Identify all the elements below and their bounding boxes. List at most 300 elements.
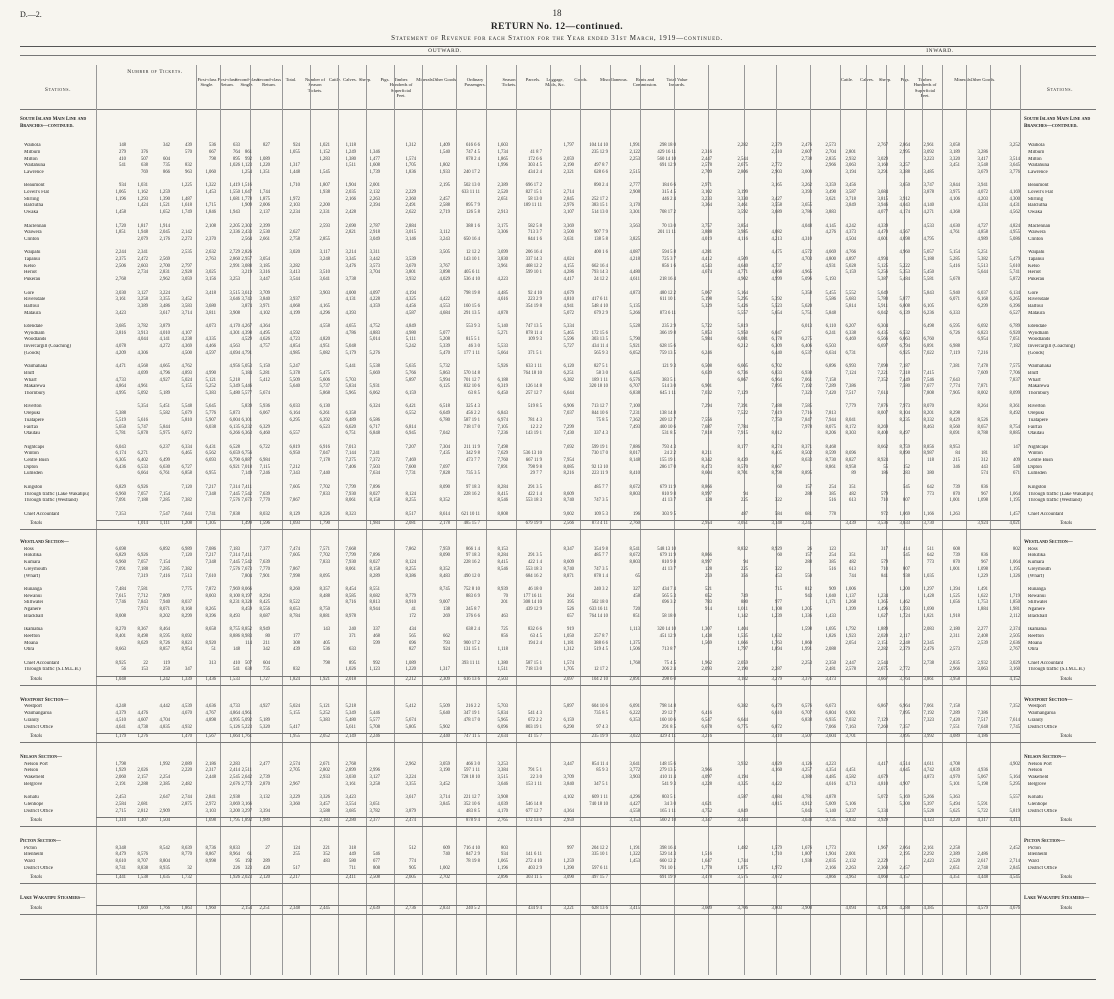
figure-cell: 8,148 [629, 458, 640, 463]
figure-cell: 5,984 [701, 337, 712, 343]
station-name: Kelso [24, 263, 36, 269]
figure-cell: 70 13 0 [661, 223, 676, 229]
figure-cell: 347 19 1 [463, 711, 480, 717]
station-name: Edendale [1028, 324, 1047, 329]
figure-cell: 7,323 [801, 391, 812, 396]
figure-cell: 6,134 [1009, 290, 1020, 296]
figure-cell: 1,002 [439, 865, 450, 871]
figure-cell: 303 13 5 [591, 337, 608, 343]
station-name: Pukerau [1028, 277, 1045, 283]
figure-cell: 4,640 [737, 263, 748, 269]
figure-cell: 536 13 10 [523, 451, 542, 457]
column-rule [1020, 65, 1021, 975]
figure-cell: 2,954 [701, 521, 712, 527]
figure-cell: 298 18 0 [659, 143, 676, 149]
station-name: Through traffic (S.I.M.L.B.) [1028, 667, 1085, 673]
figure-cell: 405 [322, 640, 330, 646]
figure-cell: 2,535 [181, 250, 192, 256]
figure-cell: 223 11 9 [591, 471, 608, 477]
figure-cell: 6,838 [801, 717, 812, 723]
figure-cell: 2,705 [289, 768, 300, 774]
figure-cell: 7,289 [825, 384, 836, 390]
figure-cell: 3,442 [369, 257, 380, 262]
figure-cell: 240 5 2 [465, 905, 480, 911]
figure-cell: 2,234 [289, 210, 300, 216]
figure-cell: 1,283 [319, 156, 330, 162]
figure-cell: 5,281 [259, 370, 270, 376]
figure-cell: 211 [263, 640, 270, 646]
figure-cell: 6,236 [923, 310, 934, 316]
figure-cell: 798 [208, 156, 216, 162]
group-inward: INWARD. [926, 48, 954, 54]
figure-cell: 7,163 [845, 724, 856, 730]
figure-cell: 8,226 [319, 511, 330, 517]
figure-cell: 4,102 [259, 310, 270, 316]
figure-cell: 2,081 [405, 521, 416, 527]
figure-cell: 672 2 2 [527, 717, 542, 723]
station-name: Riverton [24, 404, 42, 410]
figure-cell: 8,002 [977, 391, 988, 396]
figure-cell: 177 16 11 [523, 593, 542, 599]
section-title: Picton Section— [1024, 838, 1065, 844]
figure-cell: 2,870 [259, 781, 270, 787]
figure-cell: 5,252 [205, 384, 216, 390]
figure-cell: 2,277 [977, 627, 988, 633]
figure-cell: 1,652 [159, 210, 170, 216]
figure-cell: 5,965 [497, 717, 508, 723]
figure-cell: 7,876 [877, 404, 888, 410]
figure-cell: 8,255 [405, 498, 416, 504]
figure-cell: 7,828 [439, 471, 450, 477]
figure-cell: 393 11 11 [461, 660, 480, 666]
figure-cell: 4,157 [899, 875, 910, 881]
figure-cell: 58 18 0 [661, 613, 676, 619]
figure-cell: 2,309 [439, 677, 450, 682]
figure-cell: 8,415 [497, 491, 508, 497]
figure-cell: 1,137 [845, 593, 856, 599]
figure-cell: 3,903 [629, 775, 640, 780]
figure-cell: 4,941 [563, 303, 574, 309]
figure-cell: 5,848 [825, 310, 836, 316]
figure-cell: 2,253 [629, 156, 640, 162]
figure-cell: 1,567 [205, 734, 216, 740]
figure-cell: 608 [952, 546, 960, 552]
figure-cell: 5,940 [949, 290, 960, 296]
figure-cell: 1,229 [977, 573, 988, 579]
figure-cell: 752 8 10 [463, 586, 480, 592]
figure-cell: 4,238 [181, 337, 192, 343]
figure-cell: 4,883 [369, 330, 380, 336]
figure-cell: 1,676 [801, 845, 812, 851]
station-name: Fairfax [1028, 424, 1043, 430]
figure-cell: 2,573 [949, 647, 960, 653]
figure-cell: 157 [804, 553, 812, 559]
figure-cell: 323 [244, 865, 252, 871]
station-name: Reefton [24, 633, 40, 639]
section-title: Nelson Section— [1024, 754, 1066, 760]
station-name: Milburn [1028, 149, 1045, 155]
figure-cell: 8,492 [1009, 411, 1020, 417]
figure-cell: 123 [828, 546, 836, 552]
figure-cell: 3,063 [977, 667, 988, 673]
figure-cell: 8,526 [977, 417, 988, 423]
figure-cell: 6,833 [771, 370, 782, 376]
figure-cell: 587 15 1 [525, 660, 542, 666]
figure-cell: 8,299 [181, 613, 192, 619]
figure-cell: 8,595 [159, 633, 170, 639]
figure-cell: 6,731 [845, 350, 856, 356]
station-name: Kohatu [24, 795, 39, 801]
figure-cell: 1,992 [159, 761, 170, 767]
figure-cell: 7,746 [115, 600, 126, 606]
figure-cell: 2,605 [405, 875, 416, 881]
figure-cell: 2,704 [825, 149, 836, 155]
figure-cell: 6,644 [737, 717, 748, 723]
figure-cell: 2,651 [949, 865, 960, 871]
figure-cell: 832 10 6 [463, 384, 480, 390]
figure-cell: 5,092 [241, 717, 252, 723]
figure-cell: 2,734 [137, 270, 148, 276]
figure-cell: 395 [566, 600, 574, 606]
figure-cell: 7,901 [259, 573, 270, 579]
figure-cell: 4,956 [229, 364, 240, 370]
figure-cell: 6,363 [241, 431, 252, 437]
figure-cell: 487 [740, 511, 748, 517]
station-name: Lovell's Flat [24, 190, 49, 195]
station-name: Fairfax [24, 424, 39, 430]
figure-cell: 8,085 [563, 464, 574, 470]
figure-cell: 2,909 [159, 808, 170, 814]
figure-cell: 2,634 [497, 734, 508, 740]
figure-cell: 749 [740, 593, 748, 599]
figure-cell: 7,260 [877, 724, 888, 730]
figure-cell: 8,609 [563, 560, 574, 566]
figure-cell: 3,701 [845, 734, 856, 740]
figure-cell: 312 [980, 458, 988, 463]
figure-cell: 8,798 [771, 471, 782, 477]
figure-cell: 609 1 11 [591, 795, 608, 801]
figure-cell: 1,850 [1009, 600, 1020, 606]
figure-cell: 545 [902, 484, 910, 490]
figure-cell: 8,352 [439, 566, 450, 572]
figure-cell: 327 [632, 586, 640, 592]
figure-cell: 4,878 [497, 310, 508, 316]
figure-cell: 7,930 [345, 491, 356, 497]
figure-cell: 3,849 [845, 203, 856, 209]
figure-cell: 3,245 [801, 521, 812, 527]
figure-cell: 2,195 [899, 852, 910, 858]
figure-cell: 1,317 [289, 163, 300, 169]
figure-cell: 3,447 [259, 277, 270, 283]
figure-cell: 5,557 [737, 310, 748, 316]
figure-cell: 352 10 6 [463, 801, 480, 807]
figure-cell: 8,672 [629, 553, 640, 559]
figure-cell: 3,709 [259, 290, 270, 296]
figure-cell: 27 [265, 845, 270, 851]
figure-cell: 3,461 [737, 203, 748, 209]
figure-cell: 7,513 [181, 573, 192, 579]
figure-cell: 8,522 [289, 600, 300, 606]
figure-cell: 3,641 [629, 761, 640, 767]
station-name: Centre Bush [1028, 458, 1053, 463]
figure-cell: 4,476 [137, 711, 148, 717]
figure-cell: 8,071 [159, 607, 170, 612]
figure-cell: 181 [980, 451, 988, 457]
figure-cell: 7,095 [899, 711, 910, 717]
figure-cell: 934 [500, 852, 508, 858]
figure-cell: 718 17 0 [463, 424, 480, 430]
figure-cell: 3,609 [701, 905, 712, 911]
figure-cell: 2,636 [1009, 640, 1020, 646]
figure-cell: 3,451 [949, 163, 960, 169]
figure-cell: 5,703 [345, 377, 356, 383]
figure-cell: 502 13 0 [463, 183, 480, 189]
figure-cell: 4,961 [241, 711, 252, 717]
figure-cell: 4,795 [923, 236, 934, 242]
figure-cell: 3,252 [1009, 143, 1020, 149]
figure-cell: 3,558 [771, 203, 782, 209]
figure-cell: 2,632 [205, 250, 216, 256]
figure-cell: 420 [262, 865, 270, 871]
station-name: Hokitika [1028, 553, 1046, 559]
figure-cell: 1,802 [439, 163, 450, 169]
figure-cell: 1,014 [137, 521, 148, 527]
figure-cell: 8,012 [771, 431, 782, 437]
figure-cell: 7,546 [923, 377, 934, 383]
figure-cell: 4,533 [923, 223, 934, 229]
figure-cell: 356 [740, 573, 748, 579]
figure-cell: 6,241 [825, 330, 836, 336]
figure-cell: 4,174 [899, 210, 910, 216]
figure-cell: 4,727 [977, 223, 988, 229]
figure-cell: 3,563 [629, 223, 640, 229]
figure-cell: 3,199 [737, 190, 748, 195]
figure-cell: 4,781 [801, 795, 812, 801]
figure-cell: 4,300 [1009, 196, 1020, 202]
totals-label: Totals [30, 818, 43, 824]
figure-cell: 4,562 [1009, 210, 1020, 216]
figure-cell: 5,591 [977, 801, 988, 807]
figure-cell: 812 [804, 586, 812, 592]
figure-cell: 8,929 [771, 546, 782, 552]
figure-cell: 1,744 [737, 859, 748, 864]
figure-cell: 451 12 9 [659, 633, 676, 639]
figure-cell: 1,929 [115, 768, 126, 774]
figure-cell: 7,551 [949, 724, 960, 730]
station-name: (Wharf) [1028, 573, 1045, 579]
figure-cell: 1,533 [229, 677, 240, 682]
figure-cell: 3,667 [877, 677, 888, 682]
figure-cell: 1,516 [701, 852, 712, 858]
figure-cell: 531 8 5 [661, 431, 676, 437]
figure-cell: 6,159 [563, 717, 574, 723]
figure-cell: 5,606 [319, 377, 330, 383]
figure-cell: 1,511 [345, 163, 356, 169]
figure-cell: 1,060 [205, 169, 216, 175]
figure-cell: 907 7 9 [593, 230, 608, 236]
figure-cell: 252 17 2 [591, 196, 608, 202]
figure-cell: 143 10 1 [463, 257, 480, 262]
figure-cell: 7,115 [259, 464, 270, 470]
figure-cell: 545 [902, 553, 910, 559]
station-name: Gore [1028, 290, 1038, 296]
figure-cell: 463 [500, 613, 508, 619]
figure-cell: 8,396 [205, 613, 216, 619]
figure-cell: 3,672 [771, 875, 782, 881]
figure-cell: 104 2 10 [591, 677, 608, 682]
figure-cell: 4,170 [497, 808, 508, 814]
figure-cell: 245 8 7 [465, 607, 480, 612]
figure-cell: 223 2 9 [527, 297, 542, 303]
station-name: Pukerau [24, 277, 41, 283]
figure-cell: 747 11 5 [463, 734, 480, 740]
figure-cell: 2,423 [923, 859, 934, 864]
totals-label: Totals [1060, 905, 1073, 911]
figure-cell: 354 19 8 [525, 303, 542, 309]
figure-cell: 5,329 [701, 303, 712, 309]
figure-cell: 2,452 [1009, 845, 1020, 851]
figure-cell: 5,577 [241, 391, 252, 396]
figure-cell: 4,272 [159, 344, 170, 350]
figure-cell: 2,545 [229, 775, 240, 780]
figure-cell: 5,732 [439, 364, 450, 370]
figure-cell: 5,014 [369, 337, 380, 343]
figure-cell: 8,357 [319, 586, 330, 592]
figure-cell: 3,650 [899, 183, 910, 189]
figure-cell: 4,364 [563, 808, 574, 814]
figure-cell: 4,145 [825, 223, 836, 229]
figure-cell: 8,546 [497, 566, 508, 572]
figure-cell: 8,740 [563, 566, 574, 572]
station-name: Stillwater [24, 600, 44, 606]
figure-cell: 1,569 [701, 640, 712, 646]
figure-cell: 1,525 [949, 593, 960, 599]
figure-cell: 4,893 [181, 370, 192, 376]
figure-cell: 880 [740, 600, 748, 606]
figure-cell: 8,803 [629, 560, 640, 566]
figure-cell: 138 5 8 [593, 236, 608, 242]
station-name: Mataura [1028, 310, 1045, 316]
section-rule [20, 914, 1096, 915]
figure-cell: 2,700 [159, 263, 170, 269]
figure-cell: 2,961 [923, 143, 934, 149]
page-subtitle: Statement of Revenue for each Station for the Year ended 31st March, 1919—continued. [391, 34, 723, 42]
figure-cell: 3,015 [405, 230, 416, 236]
figure-cell: 8,614 [439, 511, 450, 517]
figure-cell: 4,752 [701, 808, 712, 814]
figure-cell: 410 [118, 156, 126, 162]
figure-cell: 8,604 [701, 471, 712, 477]
figure-cell: 1,749 [181, 210, 192, 216]
figure-cell: 5,126 [229, 724, 240, 730]
figure-cell: 5,125 [877, 263, 888, 269]
figure-cell: 1,191 [629, 845, 640, 851]
figure-cell: 4,500 [181, 350, 192, 356]
figure-cell: 4,694 [229, 350, 240, 356]
figure-cell: 1,026 [345, 667, 356, 673]
figure-cell: 5,620 [801, 303, 812, 309]
figure-cell: 2,767 [1009, 647, 1020, 653]
figure-cell: 1,487 [181, 196, 192, 202]
figure-cell: 604 [162, 156, 170, 162]
station-name: Tuatapere [24, 417, 44, 423]
figure-cell: 7,149 [241, 471, 252, 477]
station-name: Westport [1028, 704, 1046, 710]
figure-cell: 7,178 [319, 458, 330, 463]
figure-cell: 7,940 [159, 600, 170, 606]
figure-cell: 3,102 [701, 190, 712, 195]
figure-cell: 2,178 [439, 521, 450, 527]
figure-cell: 7,634 [369, 471, 380, 477]
figure-cell: 565 [408, 633, 416, 639]
figure-cell: 1,664 [229, 734, 240, 740]
figure-cell: 4,024 [563, 257, 574, 262]
figure-cell: 8,347 [563, 546, 574, 552]
figure-cell: 5,417 [289, 724, 300, 730]
figure-cell: 6,960 [115, 560, 126, 566]
figure-cell: 1,457 [1009, 511, 1020, 517]
figure-cell: 2,875 [181, 801, 192, 807]
figure-cell: 6,324 [369, 404, 380, 410]
figure-cell: 3,417 [977, 156, 988, 162]
station-name: Waimangaroa [24, 711, 52, 717]
figure-cell: 7,216 [977, 350, 988, 356]
figure-cell: 6,445 [629, 370, 640, 376]
figure-cell: 8,691 [949, 431, 960, 437]
figure-cell: 3,112 [439, 230, 450, 236]
figure-cell: 4,674 [701, 270, 712, 276]
figure-cell: 5,387 [877, 277, 888, 283]
figure-cell: 3,966 [701, 768, 712, 774]
figure-cell: 6,892 [159, 546, 170, 552]
figure-cell: 4,796 [159, 370, 170, 376]
figure-cell: 536 [322, 647, 330, 653]
figure-cell: 4,152 [1009, 677, 1020, 682]
figure-cell: 3,515 [229, 290, 240, 296]
figure-cell: 192 [244, 859, 252, 864]
figure-cell: 3,575 [737, 875, 748, 881]
figure-cell: 2,132 [369, 190, 380, 195]
station-name: Dipton [1028, 464, 1042, 470]
totals-label: Totals [30, 521, 43, 527]
figure-cell: 1,171 [825, 600, 836, 606]
figure-cell: 3,548 [977, 163, 988, 169]
figure-cell: 3,786 [801, 210, 812, 216]
figure-cell: 8,017 [629, 451, 640, 457]
figure-cell: 5,902 [439, 724, 450, 730]
figure-cell: 7,770 [259, 498, 270, 504]
figure-cell: 7,615 [115, 593, 126, 599]
figure-cell: 138 [442, 607, 450, 612]
figure-cell: 485 7 7 [593, 484, 608, 490]
figure-cell: 2,647 [159, 795, 170, 801]
figure-cell: 1,710 [771, 852, 782, 858]
figure-cell: 6,532 [899, 330, 910, 336]
figure-cell: 7,032 [845, 717, 856, 723]
figure-cell: 2,166 [345, 196, 356, 202]
figure-cell: 2,341 [137, 250, 148, 256]
figure-cell: 1,259 [563, 859, 574, 864]
figure-cell: 4,317 [977, 818, 988, 824]
figure-cell: 710 [880, 498, 888, 504]
figure-cell: 5,218 [345, 704, 356, 710]
station-name: Blackball [1028, 613, 1048, 619]
figure-cell: 2,132 [845, 859, 856, 864]
figure-cell: 5,557 [1009, 795, 1020, 801]
figure-cell: 6,789 [1009, 324, 1020, 329]
figure-cell: 5,586 [825, 297, 836, 303]
figure-cell: 6,576 [629, 377, 640, 383]
